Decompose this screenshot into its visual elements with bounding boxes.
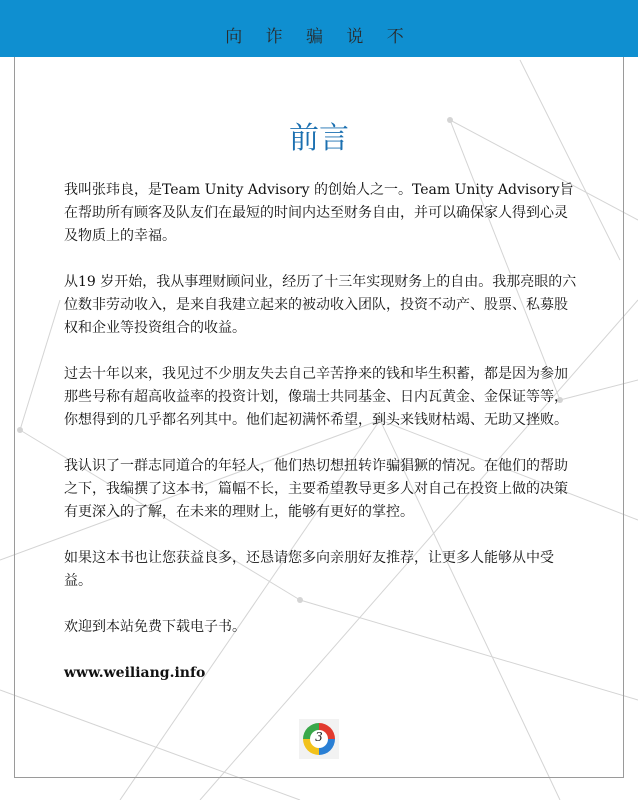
paragraph: 如果这本书也让您获益良多，还恳请您多向亲朋好友推荐，让更多人能够从中受益。: [64, 550, 554, 589]
paragraph: 我叫张玮良，是Team Unity Advisory 的创始人之一。Team Unity Advisory旨在帮助所有顾客及队友们在最短的时间内达至财务自由，并可以确保家人得到心灵及物质上的幸福。: [64, 182, 574, 244]
header-band: [0, 0, 638, 57]
website-link[interactable]: www.weiliang.info: [64, 665, 206, 681]
paragraph: 过去十年以来，我见过不少朋友失去自己辛苦挣来的钱和毕生积蓄，都是因为参加那些号称有超高收益率的投资计划，像瑞士共同基金、日内瓦黄金、金保证等等，你想得到的几乎都名列其中。他们起初满怀希望，到头来钱财枯竭、无助又挫败。: [64, 366, 568, 428]
paragraph: 从19 岁开始，我从事理财顾问业，经历了十三年实现财务上的自由。我那亮眼的六位数非劳动收入，是来自我建立起来的被动收入团队，投资不动产、股票、私募股权和企业等投资组合的收益。: [64, 274, 577, 336]
paragraph: 我认识了一群志同道合的年轻人，他们热切想扭转诈骗猖獗的情况。在他们的帮助之下，我编撰了这本书，篇幅不长，主要希望教导更多人对自己在投资上做的决策有更深入的了解，在未来的理财上，能够有更好的掌控。: [64, 458, 568, 520]
page-content: [64, 179, 578, 685]
page-heading: 前言: [289, 121, 349, 156]
paragraph: 欢迎到本站免费下载电子书。: [64, 619, 246, 635]
page-number: 3: [315, 730, 323, 744]
header-title: 向 诈 骗 说 不: [225, 27, 413, 47]
